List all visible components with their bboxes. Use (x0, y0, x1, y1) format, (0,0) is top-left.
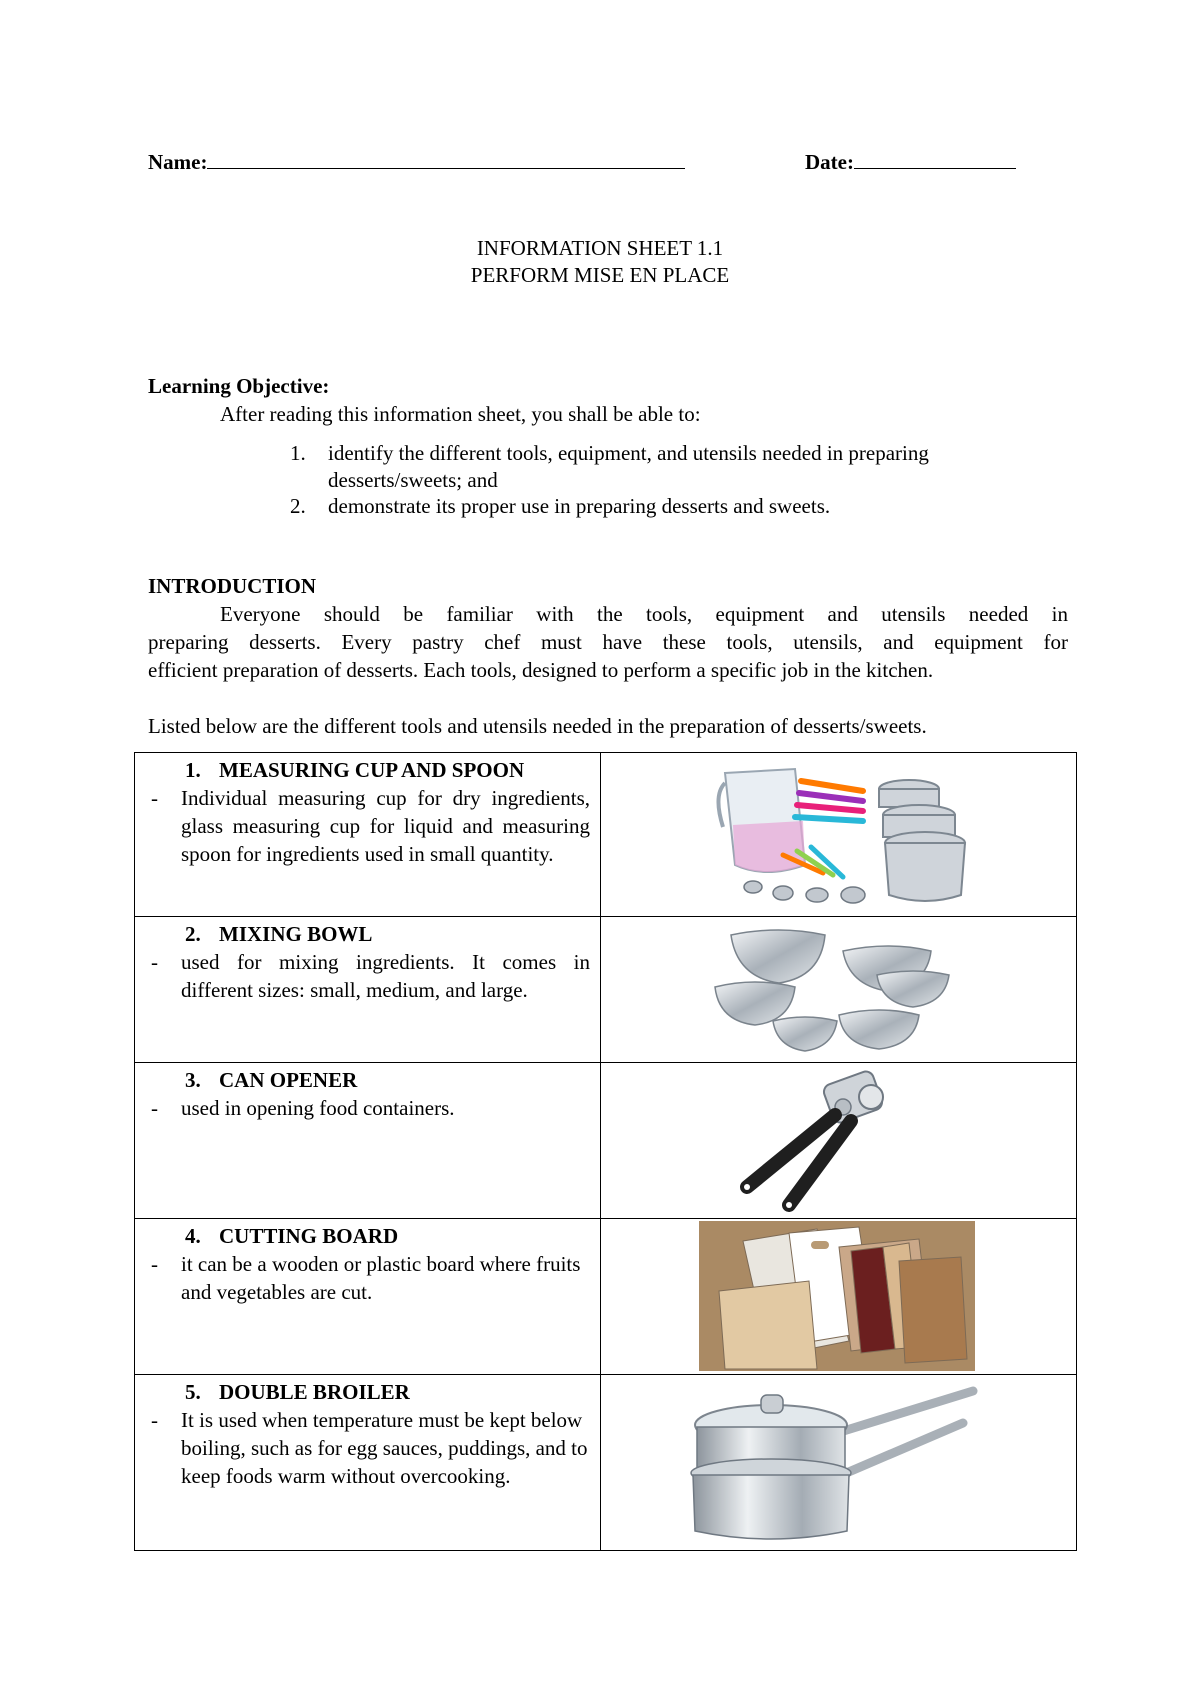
tool-title: 3. CAN OPENER (185, 1068, 358, 1092)
tool-image-cell (601, 1219, 1077, 1375)
tool-description: - used in opening food containers. (151, 1096, 455, 1120)
tool-text-cell (135, 1219, 601, 1375)
date-label: Date: (805, 150, 854, 174)
tools-table (134, 752, 1077, 1551)
name-field (148, 146, 685, 176)
tool-description: - Individual measuring cup for dry ingredients, glass measuring cup for liquid and measuring spoon for ingredients used in small quantity. (151, 786, 590, 866)
objective-item: 2. demonstrate its proper use in preparing desserts and sweets. (290, 494, 831, 518)
tool-image-cell (601, 917, 1077, 1063)
tool-description: - used for mixing ingredients. It comes in different sizes: small, medium, and large. (151, 950, 590, 1002)
table-row (135, 917, 1077, 1063)
introduction-line-3: efficient preparation of desserts. Each tools, designed to perform a specific job in the kitchen. (148, 658, 934, 682)
tool-title: 2. MIXING BOWL (185, 922, 373, 946)
table-row (135, 1063, 1077, 1219)
objective-heading: Learning Objective: (148, 374, 330, 398)
introduction-line-1: Everyone should be familiar with the tools, equipment and utensils needed in (220, 602, 1068, 626)
double-broiler-image (687, 1381, 987, 1547)
listed-below-text: Listed below are the different tools and utensils needed in the preparation of desserts/sweets. (148, 714, 927, 738)
tool-title: 4. CUTTING BOARD (185, 1224, 399, 1248)
tool-title: 5. DOUBLE BROILER (185, 1380, 410, 1404)
title-line-1: INFORMATION SHEET 1.1 (476, 236, 724, 260)
tool-title: 1. MEASURING CUP AND SPOON (185, 758, 525, 782)
table-row (135, 1219, 1077, 1375)
mixing-bowls-image (709, 921, 969, 1059)
cutting-board-image (699, 1221, 975, 1371)
measuring-cups-image (713, 755, 973, 911)
tool-image-cell (601, 1063, 1077, 1219)
introduction-line-2: preparing desserts. Every pastry chef must have these tools, utensils, and equipment for (148, 630, 1068, 654)
tool-text-cell (135, 917, 601, 1063)
introduction-heading: INTRODUCTION (148, 574, 317, 598)
name-label: Name: (148, 150, 208, 174)
tool-text-cell (135, 1375, 601, 1551)
tool-description: - it can be a wooden or plastic board where fruits and vegetables are cut. (151, 1252, 581, 1304)
title-line-2: PERFORM MISE EN PLACE (470, 263, 730, 287)
objective-item: 1. identify the different tools, equipment, and utensils needed in preparing desserts/sweets; and (290, 441, 929, 492)
date-blank[interactable] (854, 146, 1016, 169)
tool-text-cell (135, 753, 601, 917)
date-field (805, 146, 1016, 176)
table-row (135, 753, 1077, 917)
objective-list (290, 440, 1050, 520)
tool-text-cell (135, 1063, 601, 1219)
tool-image-cell (601, 1375, 1077, 1551)
name-blank[interactable] (207, 146, 685, 169)
table-row (135, 1375, 1077, 1551)
tool-image-cell (601, 753, 1077, 917)
objective-intro: After reading this information sheet, you shall be able to: (220, 402, 701, 426)
can-opener-image (731, 1069, 901, 1215)
tool-description: - It is used when temperature must be kept below boiling, such as for egg sauces, puddings, and to keep foods warm without overcooking. (151, 1408, 588, 1488)
